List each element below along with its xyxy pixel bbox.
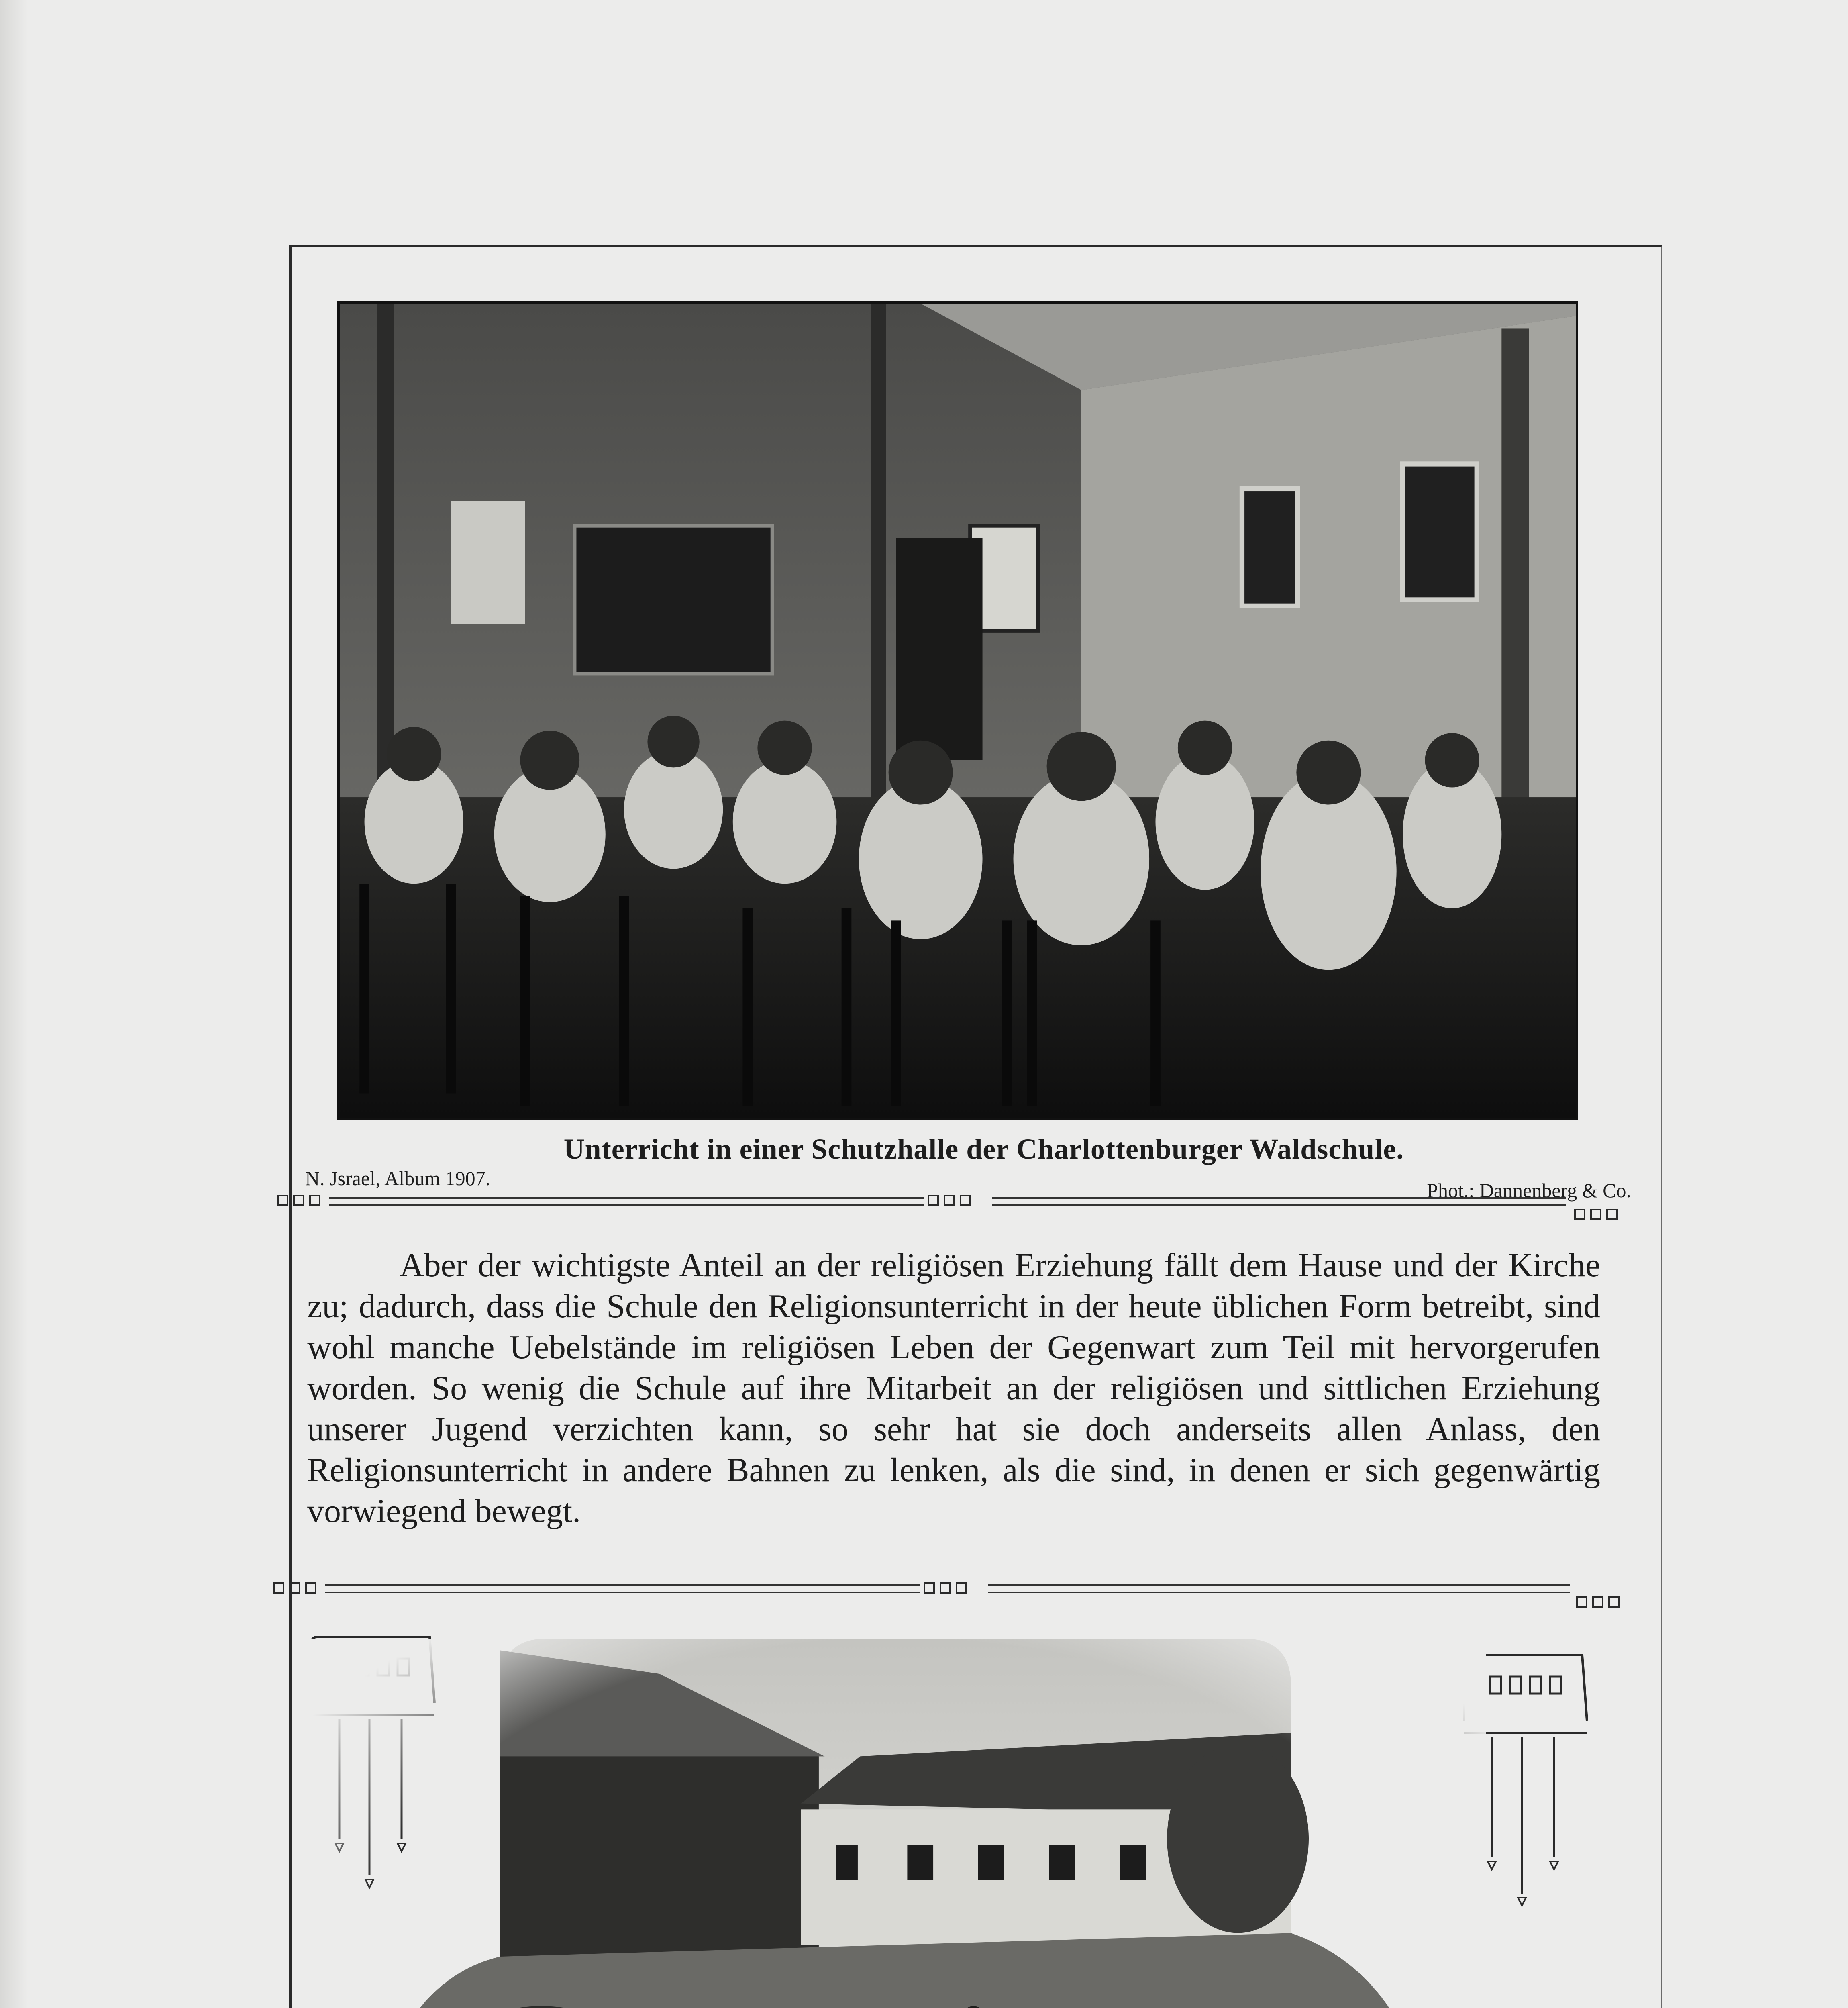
divider-rule bbox=[329, 1197, 924, 1206]
scan-edge bbox=[0, 0, 28, 2008]
top-figure-caption: Unterricht in einer Schutzhalle der Charlottenburger Waldschule. bbox=[563, 1133, 1404, 1165]
rule-marker-right bbox=[1574, 1209, 1618, 1220]
divider-rule bbox=[988, 1584, 1570, 1593]
school-garden-photo bbox=[305, 1639, 1486, 2008]
classroom-photo bbox=[337, 301, 1578, 1120]
divider-rule bbox=[992, 1197, 1566, 1206]
body-paragraph bbox=[307, 1245, 1600, 1532]
rule-marker-left bbox=[273, 1582, 316, 1594]
rule-marker-center bbox=[924, 1582, 967, 1594]
rule-marker-center bbox=[928, 1195, 971, 1206]
top-figure-credit: Phot.: Dannenberg & Co. bbox=[1427, 1179, 1631, 1202]
divider-rule bbox=[325, 1584, 920, 1593]
rule-marker-right bbox=[1576, 1596, 1620, 1608]
top-figure-source: N. Jsrael, Album 1907. bbox=[305, 1167, 491, 1190]
rule-marker-left bbox=[277, 1195, 320, 1206]
paragraph-text: Aber der wichtigste Anteil an der religiösen Erziehung fällt dem Hause und der Kirche zu; dadurch, dass die Schule den Religionsunterricht in der heute üblichen Form betreibt, sind wohl manche Uebelstände im religiösen Leben der Gegenwart zum Teil mit hervorgerufen worden. So wenig die Schule auf ihre Mitarbeit an der religiösen und sittlichen Erziehung unserer Jugend verzichten kann, so sehr hat sie doch anderseits allen Anlass, den Religionsunterricht in andere Bahnen zu lenken, als die sind, in denen er sich gegenwärtig vorwiegend bewegt. bbox=[307, 1247, 1600, 1530]
